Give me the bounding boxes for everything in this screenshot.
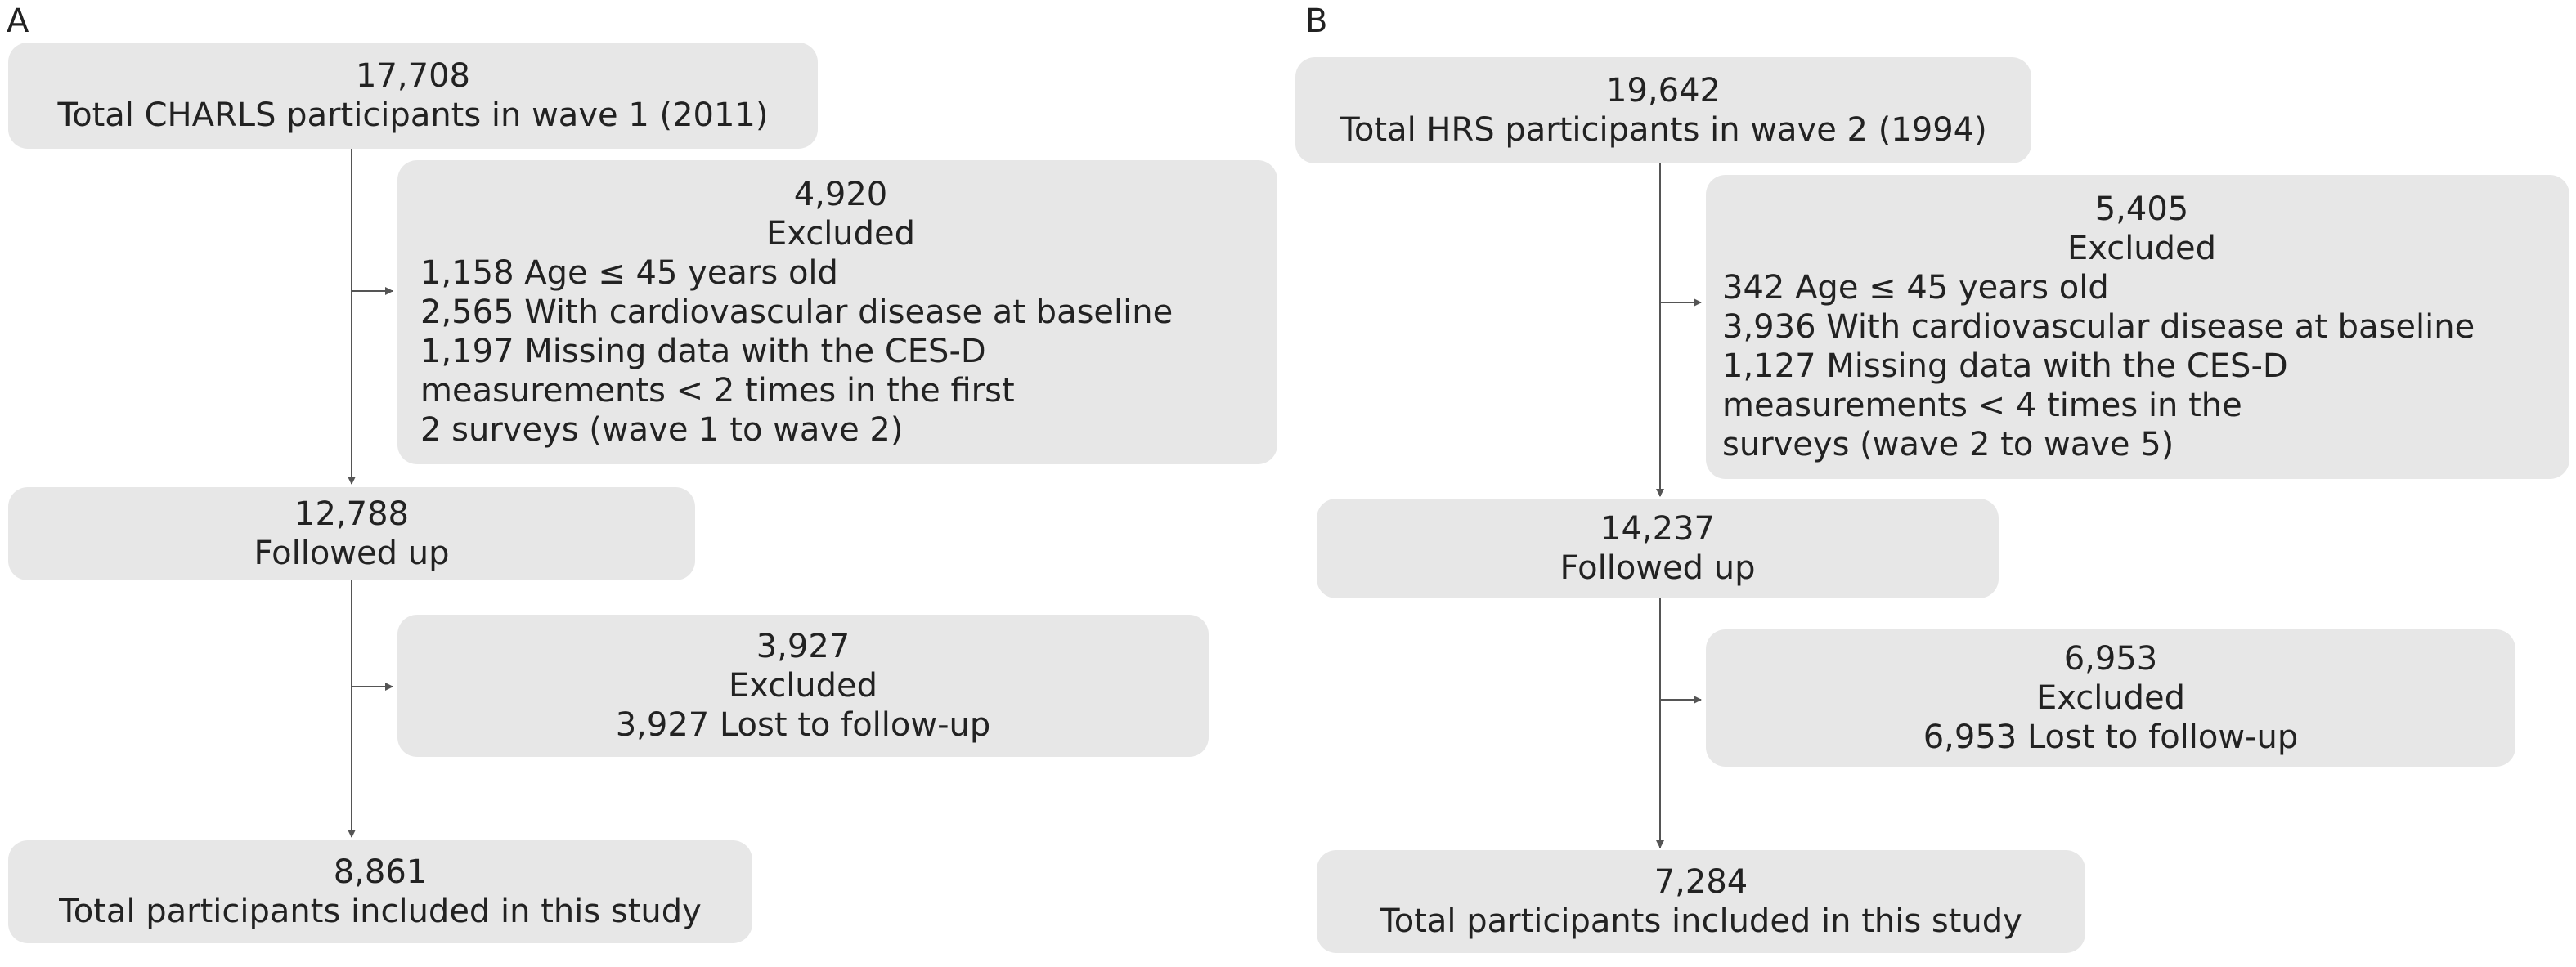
b-exclusion1-item: surveys (wave 2 to wave 5) (1722, 426, 2174, 463)
a-exclusion2-box (397, 615, 1209, 757)
b-exclusion1-item: measurements < 4 times in the (1722, 387, 2242, 424)
b-exclusion2-heading: Excluded (2035, 679, 2186, 717)
a-final-count: 8,861 (333, 853, 428, 891)
b-followed-text: Followed up (1560, 549, 1756, 587)
b-exclusion2-box (1706, 629, 2515, 767)
a-followed-text: Followed up (254, 535, 450, 572)
a-followed-count: 12,788 (294, 495, 409, 533)
a-start-box (8, 43, 818, 149)
a-start-count: 17,708 (356, 57, 470, 95)
a-exclusion2-text: 3,927 Lost to follow-up (615, 706, 991, 744)
b-followed-count: 14,237 (1600, 510, 1715, 548)
b-start-box (1295, 57, 2031, 163)
b-exclusion1-count: 5,405 (2094, 190, 2189, 228)
a-exclusion1-item: 1,158 Age ≤ 45 years old (420, 254, 838, 292)
panel-label-b: B (1305, 2, 1328, 40)
a-exclusion1-item: 2,565 With cardiovascular disease at baseline (420, 293, 1174, 331)
b-followed-box (1317, 499, 1999, 598)
b-exclusion1-item: 1,127 Missing data with the CES-D (1722, 347, 2288, 385)
b-exclusion1-box (1706, 175, 2569, 479)
b-exclusion1-heading: Excluded (2067, 230, 2217, 267)
a-exclusion1-item: measurements < 2 times in the first (420, 372, 1015, 410)
a-final-box (8, 840, 752, 943)
a-exclusion1-box (397, 160, 1277, 464)
b-final-box (1317, 850, 2085, 953)
b-start-text: Total HRS participants in wave 2 (1994) (1340, 111, 1987, 149)
b-final-count: 7,284 (1654, 863, 1748, 901)
b-start-count: 19,642 (1606, 72, 1721, 110)
a-exclusion1-heading: Excluded (765, 215, 916, 253)
a-start-text: Total CHARLS participants in wave 1 (2011) (57, 96, 769, 134)
a-exclusion1-item: 1,197 Missing data with the CES-D (420, 333, 986, 370)
a-exclusion2-heading: Excluded (728, 667, 878, 705)
panel-label-a: A (7, 2, 29, 40)
a-exclusion1-count: 4,920 (793, 176, 888, 213)
a-final-text: Total participants included in this study (59, 893, 702, 930)
a-followed-box (8, 487, 695, 580)
b-final-text: Total participants included in this study (1380, 902, 2022, 940)
b-exclusion2-count: 6,953 (2063, 640, 2158, 678)
b-exclusion1-item: 3,936 With cardiovascular disease at baseline (1722, 308, 2475, 346)
b-exclusion1-item: 342 Age ≤ 45 years old (1722, 269, 2109, 307)
a-exclusion2-count: 3,927 (756, 628, 850, 665)
a-exclusion1-item: 2 surveys (wave 1 to wave 2) (420, 411, 904, 449)
b-exclusion2-text: 6,953 Lost to follow-up (1923, 719, 2299, 756)
